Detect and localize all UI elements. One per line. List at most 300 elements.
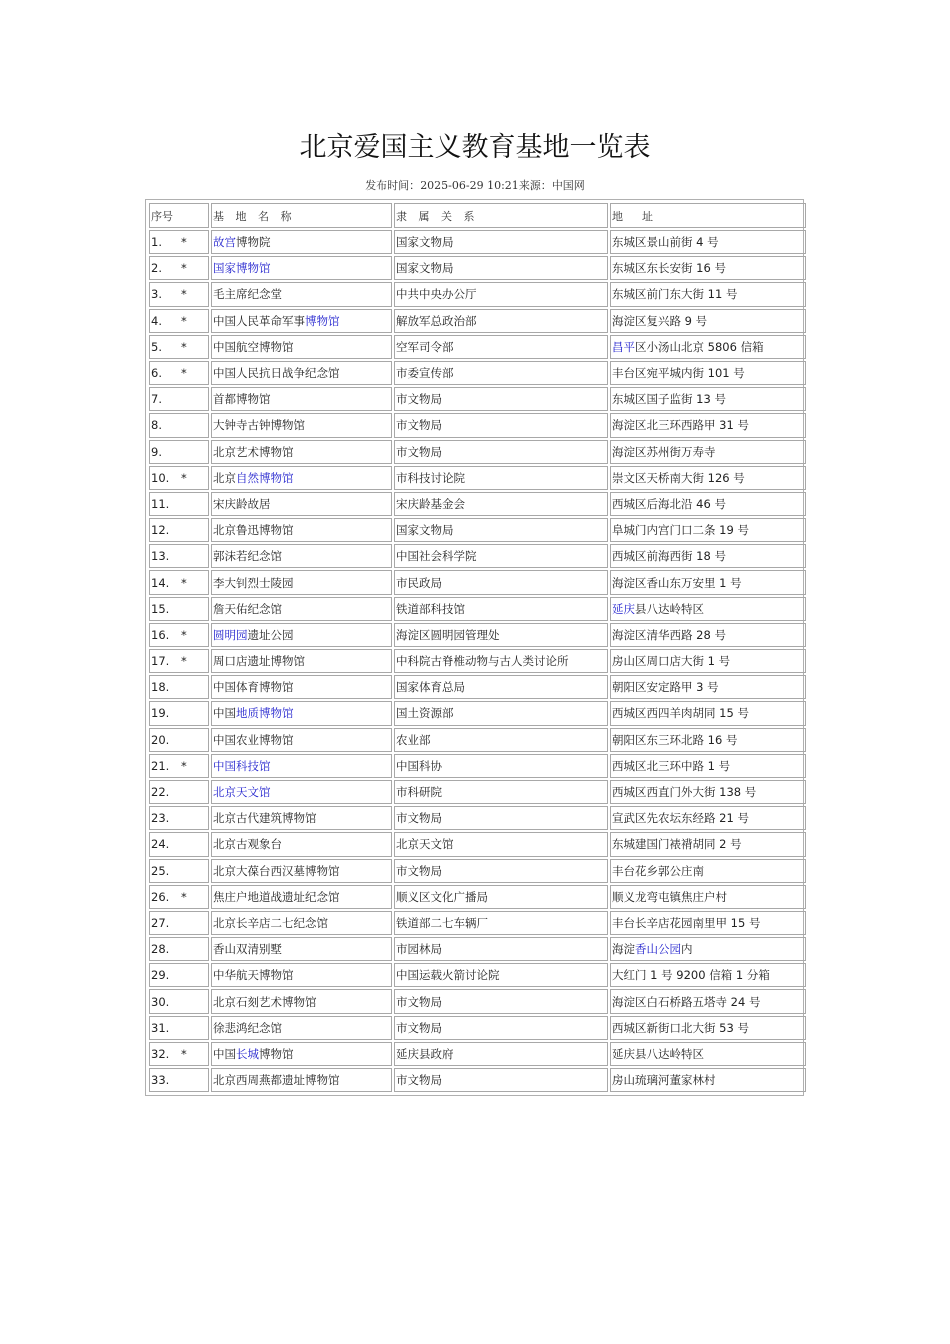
- cell-text: 北京: [213, 470, 236, 485]
- cell-text: 郭沫若纪念馆: [213, 549, 282, 564]
- affiliation-cell: 市文物局: [394, 806, 608, 830]
- table-body: [149, 230, 806, 1092]
- seq-number: 3.: [151, 287, 162, 302]
- seq-cell: [149, 806, 209, 830]
- address-cell: [610, 1068, 806, 1092]
- name-cell: [211, 440, 392, 464]
- keyword-link[interactable]: 长城: [236, 1046, 259, 1061]
- key-site-star: *: [181, 287, 187, 302]
- table-row: [149, 466, 806, 490]
- cell-text: 李大钊烈士陵园: [213, 575, 294, 590]
- key-site-star: *: [181, 339, 187, 354]
- keyword-link[interactable]: 中国科技馆: [213, 758, 271, 773]
- seq-cell: [149, 780, 209, 804]
- table-row: [149, 963, 806, 987]
- name-cell: [211, 361, 392, 385]
- table-row: [149, 806, 806, 830]
- cell-text: 首都博物馆: [213, 392, 271, 407]
- cell-text: 东城区国子监街 13 号: [612, 392, 726, 407]
- name-cell: [211, 256, 392, 280]
- seq-number: 13.: [151, 549, 170, 564]
- name-cell: [211, 701, 392, 725]
- seq-number: 1.: [151, 235, 162, 250]
- key-site-star: *: [181, 366, 187, 381]
- seq-cell: [149, 963, 209, 987]
- key-site-star: *: [181, 575, 187, 590]
- seq-cell: [149, 649, 209, 673]
- table-row: [149, 230, 806, 254]
- affiliation-cell: 铁道部二七车辆厂: [394, 911, 608, 935]
- name-cell: [211, 989, 392, 1013]
- seq-number: 6.: [151, 366, 162, 381]
- seq-number: 7.: [151, 392, 162, 407]
- cell-text: 詹天佑纪念馆: [213, 601, 282, 616]
- name-cell: [211, 623, 392, 647]
- seq-cell: [149, 492, 209, 516]
- address-cell: [610, 309, 806, 333]
- seq-cell: [149, 1016, 209, 1040]
- cell-text: 海淀区香山东万安里 1 号: [612, 575, 742, 590]
- affiliation-cell: 市文物局: [394, 989, 608, 1013]
- table-row: [149, 1016, 806, 1040]
- seq-cell: [149, 989, 209, 1013]
- name-cell: [211, 675, 392, 699]
- affiliation-cell: 农业部: [394, 728, 608, 752]
- cell-text: 北京长辛店二七纪念馆: [213, 915, 328, 930]
- address-cell: [610, 1042, 806, 1066]
- seq-number: 12.: [151, 523, 170, 538]
- name-cell: [211, 859, 392, 883]
- address-cell: [610, 570, 806, 594]
- name-cell: [211, 806, 392, 830]
- affiliation-cell: 顺义区文化广播局: [394, 885, 608, 909]
- cell-text: 中国人民抗日战争纪念馆: [213, 366, 340, 381]
- table-row: [149, 675, 806, 699]
- seq-cell: [149, 1042, 209, 1066]
- address-cell: [610, 675, 806, 699]
- name-cell: [211, 335, 392, 359]
- name-cell: [211, 230, 392, 254]
- cell-text: 中华航天博物馆: [213, 968, 294, 983]
- name-cell: [211, 911, 392, 935]
- table-row: [149, 309, 806, 333]
- table-row: [149, 885, 806, 909]
- keyword-link[interactable]: 自然博物馆: [236, 470, 294, 485]
- affiliation-cell: 中国社会科学院: [394, 544, 608, 568]
- cell-text: 海淀区苏州街万寿寺: [612, 444, 716, 459]
- keyword-link[interactable]: 地质博物馆: [236, 706, 294, 721]
- seq-number: 25.: [151, 863, 170, 878]
- cell-text: 北京西周燕都遗址博物馆: [213, 1073, 340, 1088]
- seq-number: 16.: [151, 627, 170, 642]
- seq-number: 2.: [151, 261, 162, 276]
- address-cell: [610, 492, 806, 516]
- address-cell: [610, 885, 806, 909]
- table-row: [149, 989, 806, 1013]
- affiliation-cell: 解放军总政治部: [394, 309, 608, 333]
- affiliation-cell: 北京天文馆: [394, 832, 608, 856]
- affiliation-cell: 市委宣传部: [394, 361, 608, 385]
- affiliation-cell: 空军司令部: [394, 335, 608, 359]
- cell-text: 西城区西直门外大街 138 号: [612, 785, 757, 800]
- seq-cell: [149, 885, 209, 909]
- seq-cell: [149, 413, 209, 437]
- page-title: 北京爱国主义教育基地一览表: [299, 132, 651, 163]
- name-cell: [211, 492, 392, 516]
- key-site-star: *: [181, 235, 187, 250]
- name-cell: [211, 570, 392, 594]
- cell-text: 海淀区复兴路 9 号: [612, 313, 708, 328]
- seq-number: 4.: [151, 313, 162, 328]
- seq-number: 15.: [151, 601, 170, 616]
- address-cell: [610, 413, 806, 437]
- cell-text: 丰台长辛店花园南里甲 15 号: [612, 915, 761, 930]
- cell-text: 大钟寺古钟博物馆: [213, 418, 305, 433]
- table-row: [149, 649, 806, 673]
- seq-number: 10.: [151, 470, 170, 485]
- table-row: [149, 780, 806, 804]
- affiliation-cell: 市文物局: [394, 1016, 608, 1040]
- cell-text: 中国农业博物馆: [213, 732, 294, 747]
- seq-cell: [149, 230, 209, 254]
- affiliation-cell: 市文物局: [394, 413, 608, 437]
- seq-number: 29.: [151, 968, 170, 983]
- affiliation-cell: 市园林局: [394, 937, 608, 961]
- address-cell: [610, 387, 806, 411]
- cell-text: 海淀: [612, 942, 635, 957]
- source-label: 来源：: [518, 179, 552, 192]
- table-row: [149, 701, 806, 725]
- name-cell: [211, 1068, 392, 1092]
- address-cell: [610, 623, 806, 647]
- cell-text: 博物馆: [259, 1046, 294, 1061]
- address-cell: [610, 440, 806, 464]
- affiliation-cell: 国土资源部: [394, 701, 608, 725]
- key-site-star: *: [181, 313, 187, 328]
- affiliation-cell: 市文物局: [394, 859, 608, 883]
- table-row: [149, 361, 806, 385]
- cell-text: 朝阳区安定路甲 3 号: [612, 680, 719, 695]
- address-cell: [610, 754, 806, 778]
- affiliation-cell: 市科技讨论院: [394, 466, 608, 490]
- name-cell: [211, 282, 392, 306]
- cell-text: 宣武区先农坛东经路 21 号: [612, 811, 749, 826]
- address-cell: [610, 230, 806, 254]
- cell-text: 焦庄户地道战遗址纪念馆: [213, 889, 340, 904]
- source-name: 中国网: [551, 179, 585, 192]
- seq-cell: [149, 832, 209, 856]
- table-row: [149, 859, 806, 883]
- cell-text: 房山区周口店大街 1 号: [612, 654, 731, 669]
- affiliation-cell: 国家文物局: [394, 256, 608, 280]
- address-cell: [610, 780, 806, 804]
- cell-text: 海淀区清华西路 28 号: [612, 627, 726, 642]
- table-row: [149, 518, 806, 542]
- cell-text: 中国人民革命军事: [213, 313, 305, 328]
- name-cell: [211, 832, 392, 856]
- table-row: [149, 492, 806, 516]
- cell-text: 县八达岭特区: [635, 601, 704, 616]
- seq-cell: [149, 754, 209, 778]
- seq-cell: [149, 361, 209, 385]
- cell-text: 顺义龙弯屯镇焦庄户村: [612, 889, 727, 904]
- cell-text: 内: [681, 942, 693, 957]
- key-site-star: *: [181, 1046, 187, 1061]
- address-cell: [610, 911, 806, 935]
- seq-cell: [149, 387, 209, 411]
- table-row: [149, 728, 806, 752]
- name-cell: [211, 309, 392, 333]
- publish-time: 2025-06-29 10:21: [420, 179, 519, 192]
- cell-text: 西城区北三环中路 1 号: [612, 758, 731, 773]
- name-cell: [211, 544, 392, 568]
- publish-label: 发布时间：: [365, 179, 421, 192]
- table-header-row: [149, 203, 806, 228]
- address-cell: [610, 701, 806, 725]
- keyword-link[interactable]: 故宫: [213, 235, 236, 250]
- seq-number: 5.: [151, 339, 162, 354]
- seq-cell: [149, 570, 209, 594]
- name-cell: [211, 1016, 392, 1040]
- keyword-link[interactable]: 延庆: [612, 601, 635, 616]
- seq-cell: [149, 544, 209, 568]
- name-cell: [211, 1042, 392, 1066]
- table-row: [149, 387, 806, 411]
- table-row: [149, 256, 806, 280]
- affiliation-cell: 市文物局: [394, 387, 608, 411]
- cell-text: 北京鲁迅博物馆: [213, 523, 294, 538]
- header-seq: 序号: [149, 203, 209, 228]
- seq-cell: [149, 282, 209, 306]
- keyword-link[interactable]: 博物馆: [305, 313, 340, 328]
- cell-text: 西城区后海北沿 46 号: [612, 496, 726, 511]
- seq-number: 31.: [151, 1020, 170, 1035]
- name-cell: [211, 754, 392, 778]
- name-cell: [211, 649, 392, 673]
- cell-text: 北京古代建筑博物馆: [213, 811, 317, 826]
- seq-number: 22.: [151, 785, 170, 800]
- table-row: [149, 1042, 806, 1066]
- seq-number: 28.: [151, 942, 170, 957]
- keyword-link[interactable]: 香山公园: [635, 942, 681, 957]
- affiliation-cell: 市文物局: [394, 1068, 608, 1092]
- seq-cell: [149, 1068, 209, 1092]
- cell-text: 东城区景山前街 4 号: [612, 235, 719, 250]
- cell-text: 中国体育博物馆: [213, 680, 294, 695]
- affiliation-cell: 中科院古脊椎动物与古人类讨论所: [394, 649, 608, 673]
- publish-info: [0, 178, 950, 194]
- address-cell: [610, 597, 806, 621]
- cell-text: 香山双清别墅: [213, 942, 282, 957]
- seq-number: 23.: [151, 811, 170, 826]
- affiliation-cell: 国家文物局: [394, 518, 608, 542]
- address-cell: [610, 806, 806, 830]
- cell-text: 东城区前门东大街 11 号: [612, 287, 738, 302]
- table-row: [149, 413, 806, 437]
- affiliation-cell: 中国科协: [394, 754, 608, 778]
- seq-number: 8.: [151, 418, 162, 433]
- name-cell: [211, 963, 392, 987]
- cell-text: 丰台花乡郭公庄南: [612, 863, 704, 878]
- key-site-star: *: [181, 654, 187, 669]
- cell-text: 朝阳区东三环北路 16 号: [612, 732, 738, 747]
- table-row: [149, 544, 806, 568]
- seq-cell: [149, 518, 209, 542]
- address-cell: [610, 937, 806, 961]
- seq-number: 18.: [151, 680, 170, 695]
- address-cell: [610, 1016, 806, 1040]
- table-row: [149, 623, 806, 647]
- cell-text: 周口店遗址博物馆: [213, 654, 305, 669]
- address-cell: [610, 859, 806, 883]
- seq-cell: [149, 597, 209, 621]
- name-cell: [211, 937, 392, 961]
- cell-text: 北京古观象台: [213, 837, 282, 852]
- seq-cell: [149, 911, 209, 935]
- cell-text: 北京大葆台西汉墓博物馆: [213, 863, 340, 878]
- cell-text: 北京艺术博物馆: [213, 444, 294, 459]
- cell-text: 房山琉璃河董家林村: [612, 1073, 716, 1088]
- seq-number: 21.: [151, 758, 170, 773]
- seq-number: 11.: [151, 496, 170, 511]
- address-cell: [610, 466, 806, 490]
- name-cell: [211, 885, 392, 909]
- cell-text: 中国航空博物馆: [213, 339, 294, 354]
- key-site-star: *: [181, 627, 187, 642]
- key-site-star: *: [181, 889, 187, 904]
- cell-text: 海淀区白石桥路五塔寺 24 号: [612, 994, 761, 1009]
- cell-text: 遗址公园: [247, 627, 294, 642]
- cell-text: 阜城门内宫门口二条 19 号: [612, 523, 749, 538]
- name-cell: [211, 518, 392, 542]
- address-cell: [610, 963, 806, 987]
- seq-cell: [149, 309, 209, 333]
- affiliation-cell: 市民政局: [394, 570, 608, 594]
- base-table-container: [145, 199, 804, 1096]
- affiliation-cell: 中国运载火箭讨论院: [394, 963, 608, 987]
- table-row: [149, 1068, 806, 1092]
- affiliation-cell: 延庆县政府: [394, 1042, 608, 1066]
- key-site-star: *: [181, 758, 187, 773]
- cell-text: 徐悲鸿纪念馆: [213, 1020, 282, 1035]
- affiliation-cell: 市文物局: [394, 440, 608, 464]
- table-row: [149, 570, 806, 594]
- seq-cell: [149, 728, 209, 752]
- key-site-star: *: [181, 470, 187, 485]
- address-cell: [610, 649, 806, 673]
- affiliation-cell: 国家体育总局: [394, 675, 608, 699]
- cell-text: 东城区东长安街 16 号: [612, 261, 726, 276]
- header-name: 基 地 名 称: [211, 203, 392, 228]
- cell-text: 西城区新街口北大街 53 号: [612, 1020, 749, 1035]
- cell-text: 大红门 1 号 9200 信箱 1 分箱: [612, 968, 770, 983]
- seq-cell: [149, 701, 209, 725]
- seq-number: 24.: [151, 837, 170, 852]
- name-cell: [211, 597, 392, 621]
- address-cell: [610, 361, 806, 385]
- cell-text: 区小汤山北京 5806 信箱: [635, 339, 764, 354]
- table-row: [149, 937, 806, 961]
- address-cell: [610, 282, 806, 306]
- key-site-star: *: [181, 261, 187, 276]
- address-cell: [610, 256, 806, 280]
- address-cell: [610, 728, 806, 752]
- seq-cell: [149, 623, 209, 647]
- keyword-link[interactable]: 圆明园: [213, 627, 248, 642]
- cell-text: 丰台区宛平城内街 101 号: [612, 366, 745, 381]
- table-row: [149, 911, 806, 935]
- cell-text: 东城建国门裱褙胡同 2 号: [612, 837, 742, 852]
- address-cell: [610, 518, 806, 542]
- base-table: [147, 201, 808, 1094]
- seq-number: 14.: [151, 575, 170, 590]
- seq-number: 32.: [151, 1046, 170, 1061]
- affiliation-cell: 铁道部科技馆: [394, 597, 608, 621]
- affiliation-cell: 市科研院: [394, 780, 608, 804]
- name-cell: [211, 387, 392, 411]
- table-row: [149, 440, 806, 464]
- seq-cell: [149, 675, 209, 699]
- seq-cell: [149, 440, 209, 464]
- cell-text: 崇文区天桥南大街 126 号: [612, 470, 745, 485]
- cell-text: 宋庆龄故居: [213, 496, 271, 511]
- keyword-link[interactable]: 昌平: [612, 339, 635, 354]
- affiliation-cell: 宋庆龄基金会: [394, 492, 608, 516]
- seq-number: 30.: [151, 994, 170, 1009]
- address-cell: [610, 989, 806, 1013]
- seq-number: 19.: [151, 706, 170, 721]
- keyword-link[interactable]: 国家博物馆: [213, 261, 271, 276]
- seq-cell: [149, 335, 209, 359]
- header-affiliation: 隶 属 关 系: [394, 203, 608, 228]
- name-cell: [211, 728, 392, 752]
- affiliation-cell: 海淀区圆明园管理处: [394, 623, 608, 647]
- name-cell: [211, 780, 392, 804]
- keyword-link[interactable]: 北京天文馆: [213, 785, 271, 800]
- table-row: [149, 282, 806, 306]
- name-cell: [211, 413, 392, 437]
- seq-cell: [149, 937, 209, 961]
- table-row: [149, 597, 806, 621]
- cell-text: 博物院: [236, 235, 271, 250]
- address-cell: [610, 832, 806, 856]
- seq-cell: [149, 256, 209, 280]
- address-cell: [610, 335, 806, 359]
- cell-text: 西城区西四羊肉胡同 15 号: [612, 706, 749, 721]
- seq-number: 9.: [151, 444, 162, 459]
- table-row: [149, 754, 806, 778]
- address-cell: [610, 544, 806, 568]
- cell-text: 海淀区北三环西路甲 31 号: [612, 418, 749, 433]
- seq-number: 17.: [151, 654, 170, 669]
- seq-cell: [149, 466, 209, 490]
- affiliation-cell: 中共中央办公厅: [394, 282, 608, 306]
- table-row: [149, 832, 806, 856]
- cell-text: 西城区前海西街 18 号: [612, 549, 726, 564]
- affiliation-cell: 国家文物局: [394, 230, 608, 254]
- seq-number: 27.: [151, 915, 170, 930]
- seq-number: 26.: [151, 889, 170, 904]
- cell-text: 北京石刻艺术博物馆: [213, 994, 317, 1009]
- table-row: [149, 335, 806, 359]
- seq-cell: [149, 859, 209, 883]
- seq-number: 33.: [151, 1073, 170, 1088]
- cell-text: 中国: [213, 1046, 236, 1061]
- cell-text: 中国: [213, 706, 236, 721]
- cell-text: 延庆县八达岭特区: [612, 1046, 704, 1061]
- cell-text: 毛主席纪念堂: [213, 287, 282, 302]
- name-cell: [211, 466, 392, 490]
